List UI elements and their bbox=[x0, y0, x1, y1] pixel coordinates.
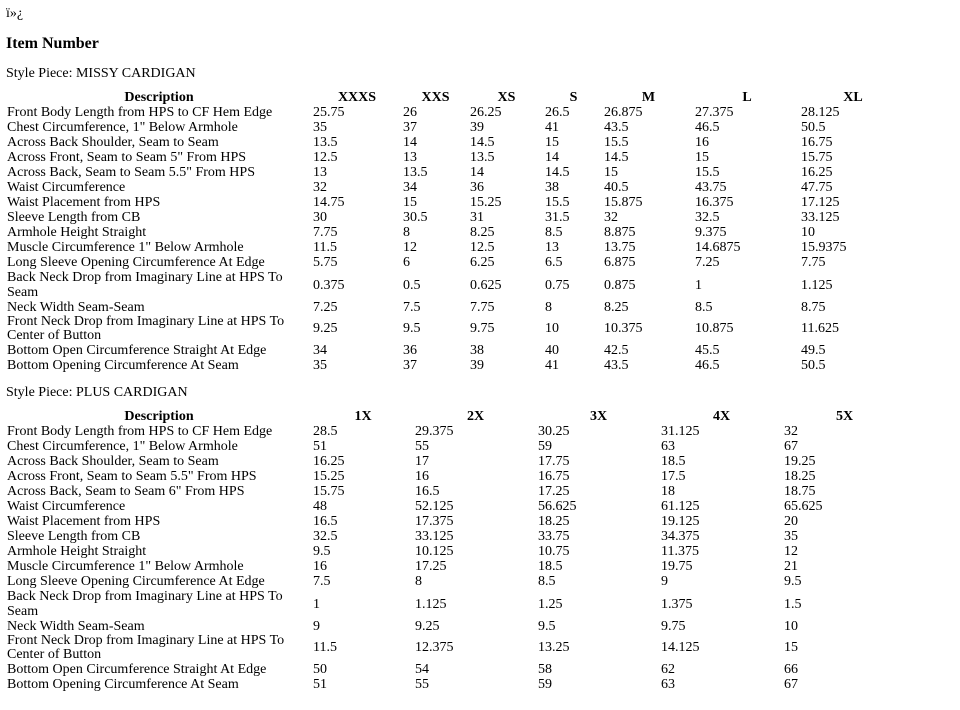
measurement-value: 6 bbox=[403, 255, 410, 270]
table-row bbox=[6, 195, 906, 210]
measurement-value: 11.5 bbox=[313, 240, 337, 255]
measurement-value: 32.5 bbox=[313, 529, 338, 544]
measurement-value: 43.5 bbox=[604, 120, 629, 135]
table-row bbox=[6, 469, 906, 484]
measurement-value: 49.5 bbox=[801, 343, 826, 358]
measurement-value: 8.5 bbox=[695, 300, 713, 315]
measurement-value: 14.5 bbox=[545, 165, 570, 180]
measurement-value: 16.75 bbox=[801, 135, 833, 150]
measurement-description: Waist Circumference bbox=[7, 499, 126, 514]
missy-section bbox=[6, 66, 954, 373]
measurement-value: 34 bbox=[313, 343, 327, 358]
measurement-value: 21 bbox=[784, 559, 798, 574]
measurement-value: 56.625 bbox=[538, 499, 577, 514]
table-row bbox=[6, 529, 906, 544]
measurement-value: 35 bbox=[313, 358, 327, 373]
table-row bbox=[6, 240, 906, 255]
measurement-value: 25.75 bbox=[313, 105, 345, 120]
measurement-value: 54 bbox=[415, 662, 429, 677]
measurement-description: Across Back Shoulder, Seam to Seam bbox=[7, 454, 219, 469]
measurement-value: 63 bbox=[661, 439, 675, 454]
measurement-value: 16.375 bbox=[695, 195, 734, 210]
column-header-description: Description bbox=[124, 90, 194, 105]
measurement-value: 13 bbox=[313, 165, 327, 180]
measurement-value: 14.75 bbox=[313, 195, 345, 210]
measurement-value: 42.5 bbox=[604, 343, 629, 358]
measurement-value: 13.25 bbox=[538, 640, 570, 655]
header-row bbox=[6, 90, 906, 105]
measurement-value: 8 bbox=[545, 300, 552, 315]
measurement-value: 7.25 bbox=[695, 255, 720, 270]
measurement-description: Armhole Height Straight bbox=[7, 544, 147, 559]
measurement-value: 14 bbox=[470, 165, 484, 180]
table-row bbox=[6, 255, 906, 270]
measurement-value: 41 bbox=[545, 358, 559, 373]
measurement-value: 55 bbox=[415, 677, 429, 692]
measurement-description: Armhole Height Straight bbox=[7, 225, 147, 240]
measurement-value: 5.75 bbox=[313, 255, 338, 270]
table-row bbox=[6, 180, 906, 195]
measurement-value: 9.5 bbox=[403, 321, 421, 336]
column-header-size: XL bbox=[843, 90, 863, 105]
measurement-value: 1.375 bbox=[661, 596, 693, 612]
measurement-value: 10.375 bbox=[604, 321, 643, 336]
column-header-size: 3X bbox=[589, 409, 608, 424]
measurement-description: Long Sleeve Opening Circumference At Edge bbox=[7, 574, 265, 589]
plus-section bbox=[6, 385, 954, 692]
measurement-value: 17.25 bbox=[538, 484, 570, 499]
measurement-value: 12.5 bbox=[470, 240, 495, 255]
measurement-value: 59 bbox=[538, 677, 552, 692]
measurement-value: 18.5 bbox=[661, 454, 686, 469]
measurement-value: 59 bbox=[538, 439, 552, 454]
measurement-value: 15 bbox=[695, 150, 709, 165]
measurement-value: 13.5 bbox=[403, 165, 428, 180]
measurement-value: 32 bbox=[784, 424, 798, 439]
measurement-value: 18.5 bbox=[538, 559, 563, 574]
measurement-value: 7.5 bbox=[313, 574, 331, 589]
measurement-value: 9.75 bbox=[661, 619, 686, 634]
measurement-description: Bottom Opening Circumference At Seam bbox=[7, 358, 239, 373]
measurement-value: 11.625 bbox=[801, 321, 839, 336]
measurement-value: 8.75 bbox=[801, 300, 826, 315]
measurement-value: 16.25 bbox=[801, 165, 833, 180]
table-row bbox=[6, 300, 906, 315]
measurement-value: 43.75 bbox=[695, 180, 727, 195]
measurement-value: 48 bbox=[313, 499, 327, 514]
measurement-description: Across Front, Seam to Seam 5.5" From HPS bbox=[7, 469, 257, 484]
measurement-value: 13 bbox=[545, 240, 559, 255]
measurement-value: 67 bbox=[784, 439, 798, 454]
measurement-value: 15.875 bbox=[604, 195, 643, 210]
measurement-value: 10.125 bbox=[415, 544, 454, 559]
column-header-size: 5X bbox=[835, 409, 854, 424]
table-row bbox=[6, 343, 906, 358]
style-piece-label: Style Piece: PLUS CARDIGAN bbox=[6, 385, 188, 400]
measurement-value: 1.25 bbox=[538, 596, 563, 612]
measurement-description: Neck Width Seam-Seam bbox=[7, 619, 145, 634]
measurement-value: 13.5 bbox=[313, 135, 338, 150]
measurement-description: Back Neck Drop from Imaginary Line at HPS To Seam bbox=[7, 270, 283, 300]
measurement-value: 17.375 bbox=[415, 514, 454, 529]
measurement-value: 1.125 bbox=[415, 596, 447, 612]
measurement-value: 12 bbox=[784, 544, 798, 559]
measurement-value: 16.75 bbox=[538, 469, 570, 484]
measurement-value: 15.5 bbox=[604, 135, 629, 150]
measurement-value: 8.25 bbox=[470, 225, 495, 240]
measurement-value: 0.375 bbox=[313, 277, 345, 293]
measurement-value: 9 bbox=[661, 574, 668, 589]
measurement-value: 27.375 bbox=[695, 105, 734, 120]
table-row bbox=[6, 210, 906, 225]
measurement-description: Bottom Opening Circumference At Seam bbox=[7, 677, 239, 692]
measurement-description: Across Back Shoulder, Seam to Seam bbox=[7, 135, 219, 150]
measurement-value: 13 bbox=[403, 150, 417, 165]
measurement-value: 47.75 bbox=[801, 180, 833, 195]
measurement-value: 20 bbox=[784, 514, 798, 529]
measurement-value: 1.125 bbox=[801, 277, 833, 293]
table-row bbox=[6, 662, 906, 677]
table-row bbox=[6, 225, 906, 240]
measurement-value: 7.5 bbox=[403, 300, 421, 315]
measurement-value: 16.5 bbox=[313, 514, 338, 529]
column-header-size: 4X bbox=[712, 409, 731, 424]
table-row bbox=[6, 150, 906, 165]
measurement-value: 11.375 bbox=[661, 544, 699, 559]
missy-size-table bbox=[6, 90, 906, 373]
measurement-value: 52.125 bbox=[415, 499, 454, 514]
measurement-value: 9.25 bbox=[313, 321, 338, 336]
measurement-value: 15.75 bbox=[313, 484, 345, 499]
table-row bbox=[6, 120, 906, 135]
measurement-value: 14.125 bbox=[661, 640, 700, 655]
measurement-value: 9.5 bbox=[538, 619, 556, 634]
column-header-size: S bbox=[569, 90, 578, 105]
measurement-value: 15 bbox=[784, 640, 798, 655]
measurement-value: 36 bbox=[470, 180, 484, 195]
measurement-value: 32 bbox=[313, 180, 327, 195]
measurement-value: 46.5 bbox=[695, 358, 720, 373]
measurement-value: 46.5 bbox=[695, 120, 720, 135]
measurement-value: 19.25 bbox=[784, 454, 816, 469]
measurement-value: 18 bbox=[661, 484, 675, 499]
measurement-value: 65.625 bbox=[784, 499, 823, 514]
measurement-value: 9.375 bbox=[695, 225, 727, 240]
measurement-value: 33.75 bbox=[538, 529, 570, 544]
measurement-value: 41 bbox=[545, 120, 559, 135]
measurement-value: 6.875 bbox=[604, 255, 636, 270]
measurement-description: Across Back, Seam to Seam 5.5" From HPS bbox=[7, 165, 255, 180]
measurement-description: Front Neck Drop from Imaginary Line at HPS To Center of Button bbox=[7, 314, 285, 343]
table-row bbox=[6, 589, 906, 619]
plus-size-table bbox=[6, 409, 906, 692]
table-row bbox=[6, 439, 906, 454]
table-row bbox=[6, 499, 906, 514]
measurement-description: Waist Placement from HPS bbox=[7, 195, 161, 210]
measurement-value: 15.9375 bbox=[801, 240, 847, 255]
table-row bbox=[6, 165, 906, 180]
measurement-value: 10 bbox=[784, 619, 798, 634]
measurement-value: 30.25 bbox=[538, 424, 570, 439]
measurement-value: 14.5 bbox=[604, 150, 629, 165]
measurement-value: 34.375 bbox=[661, 529, 700, 544]
measurement-value: 6.25 bbox=[470, 255, 495, 270]
measurement-value: 16.5 bbox=[415, 484, 440, 499]
measurement-description: Front Body Length from HPS to CF Hem Edge bbox=[7, 424, 273, 439]
measurement-description: Chest Circumference, 1" Below Armhole bbox=[7, 120, 238, 135]
table-row bbox=[6, 634, 906, 662]
measurement-value: 26.875 bbox=[604, 105, 643, 120]
measurement-value: 26.25 bbox=[470, 105, 502, 120]
measurement-value: 14 bbox=[545, 150, 559, 165]
measurement-value: 8 bbox=[403, 225, 410, 240]
measurement-description: Back Neck Drop from Imaginary Line at HPS To Seam bbox=[7, 589, 283, 619]
measurement-value: 62 bbox=[661, 662, 675, 677]
measurement-value: 17.5 bbox=[661, 469, 686, 484]
measurement-value: 61.125 bbox=[661, 499, 700, 514]
measurement-value: 10.75 bbox=[538, 544, 570, 559]
measurement-value: 40 bbox=[545, 343, 559, 358]
column-header-size: L bbox=[742, 90, 752, 105]
measurement-value: 19.125 bbox=[661, 514, 700, 529]
measurement-value: 0.875 bbox=[604, 277, 636, 293]
measurement-value: 51 bbox=[313, 677, 327, 692]
measurement-value: 50.5 bbox=[801, 120, 826, 135]
measurement-value: 58 bbox=[538, 662, 552, 677]
measurement-description: Front Neck Drop from Imaginary Line at HPS To Center of Button bbox=[7, 633, 285, 662]
measurement-value: 8.5 bbox=[545, 225, 563, 240]
measurement-value: 13.5 bbox=[470, 150, 495, 165]
measurement-value: 16 bbox=[695, 135, 709, 150]
measurement-description: Waist Placement from HPS bbox=[7, 514, 161, 529]
measurement-value: 12 bbox=[403, 240, 417, 255]
table-row bbox=[6, 559, 906, 574]
table-row bbox=[6, 315, 906, 343]
measurement-value: 31.125 bbox=[661, 424, 700, 439]
column-header-size: XXS bbox=[421, 90, 450, 105]
measurement-value: 37 bbox=[403, 120, 417, 135]
measurement-value: 10.875 bbox=[695, 321, 734, 336]
measurement-value: 19.75 bbox=[661, 559, 693, 574]
measurement-value: 13.75 bbox=[604, 240, 636, 255]
measurement-value: 6.5 bbox=[545, 255, 563, 270]
measurement-description: Bottom Open Circumference Straight At Edge bbox=[7, 662, 267, 677]
table-row bbox=[6, 105, 906, 120]
measurement-value: 7.75 bbox=[801, 255, 826, 270]
measurement-description: Sleeve Length from CB bbox=[7, 210, 141, 225]
column-header-size: 2X bbox=[466, 409, 485, 424]
table-row bbox=[6, 454, 906, 469]
column-header-description: Description bbox=[124, 409, 194, 424]
measurement-value: 17.125 bbox=[801, 195, 840, 210]
measurement-value: 15.5 bbox=[545, 195, 570, 210]
measurement-value: 1 bbox=[695, 277, 702, 293]
measurement-value: 43.5 bbox=[604, 358, 629, 373]
measurement-value: 33.125 bbox=[415, 529, 454, 544]
table-row bbox=[6, 544, 906, 559]
measurement-value: 55 bbox=[415, 439, 429, 454]
measurement-value: 63 bbox=[661, 677, 675, 692]
measurement-value: 0.5 bbox=[403, 277, 421, 293]
measurement-value: 15 bbox=[403, 195, 417, 210]
measurement-value: 14.5 bbox=[470, 135, 495, 150]
measurement-value: 30 bbox=[313, 210, 327, 225]
measurement-value: 8.875 bbox=[604, 225, 636, 240]
measurement-description: Front Body Length from HPS to CF Hem Edge bbox=[7, 105, 273, 120]
encoding-artifact: ï»¿ bbox=[6, 6, 24, 21]
measurement-value: 34 bbox=[403, 180, 417, 195]
measurement-value: 39 bbox=[470, 358, 484, 373]
measurement-description: Muscle Circumference 1" Below Armhole bbox=[7, 559, 244, 574]
measurement-value: 66 bbox=[784, 662, 798, 677]
measurement-value: 50 bbox=[313, 662, 327, 677]
table-row bbox=[6, 574, 906, 589]
measurement-value: 31.5 bbox=[545, 210, 570, 225]
column-header-size: 1X bbox=[354, 409, 372, 424]
measurement-value: 14 bbox=[403, 135, 417, 150]
measurement-value: 32.5 bbox=[695, 210, 720, 225]
measurement-value: 10 bbox=[801, 225, 815, 240]
measurement-value: 15.25 bbox=[470, 195, 502, 210]
measurement-value: 16.25 bbox=[313, 454, 345, 469]
measurement-value: 8.5 bbox=[538, 574, 556, 589]
measurement-value: 36 bbox=[403, 343, 417, 358]
measurement-value: 30.5 bbox=[403, 210, 428, 225]
measurement-value: 32 bbox=[604, 210, 618, 225]
measurement-value: 28.5 bbox=[313, 424, 338, 439]
measurement-value: 35 bbox=[784, 529, 798, 544]
measurement-value: 11.5 bbox=[313, 640, 337, 655]
measurement-value: 18.25 bbox=[538, 514, 570, 529]
measurement-value: 16 bbox=[415, 469, 429, 484]
measurement-description: Sleeve Length from CB bbox=[7, 529, 141, 544]
measurement-value: 50.5 bbox=[801, 358, 826, 373]
measurement-value: 28.125 bbox=[801, 105, 840, 120]
measurement-value: 17 bbox=[415, 454, 429, 469]
measurement-value: 38 bbox=[545, 180, 559, 195]
measurement-value: 15 bbox=[604, 165, 618, 180]
measurement-value: 12.5 bbox=[313, 150, 338, 165]
measurement-value: 1.5 bbox=[784, 596, 802, 612]
measurement-value: 7.75 bbox=[470, 300, 495, 315]
measurement-description: Across Front, Seam to Seam 5" From HPS bbox=[7, 150, 247, 165]
measurement-description: Muscle Circumference 1" Below Armhole bbox=[7, 240, 244, 255]
measurement-value: 9.25 bbox=[415, 619, 440, 634]
column-header-size: XS bbox=[497, 90, 516, 105]
measurement-value: 51 bbox=[313, 439, 327, 454]
measurement-value: 15 bbox=[545, 135, 559, 150]
measurement-value: 26.5 bbox=[545, 105, 570, 120]
measurement-value: 35 bbox=[313, 120, 327, 135]
table-row bbox=[6, 135, 906, 150]
measurement-value: 0.75 bbox=[545, 277, 570, 293]
measurement-value: 15.25 bbox=[313, 469, 345, 484]
measurement-value: 8 bbox=[415, 574, 422, 589]
measurement-description: Waist Circumference bbox=[7, 180, 126, 195]
measurement-description: Long Sleeve Opening Circumference At Edge bbox=[7, 255, 265, 270]
measurement-value: 9.5 bbox=[313, 544, 331, 559]
measurement-value: 9.75 bbox=[470, 321, 495, 336]
measurement-value: 10 bbox=[545, 321, 559, 336]
table-row bbox=[6, 424, 906, 439]
measurement-value: 29.375 bbox=[415, 424, 454, 439]
measurement-value: 9 bbox=[313, 619, 320, 634]
measurement-value: 17.25 bbox=[415, 559, 447, 574]
measurement-description: Bottom Open Circumference Straight At Edge bbox=[7, 343, 267, 358]
table-row bbox=[6, 619, 906, 634]
measurement-value: 33.125 bbox=[801, 210, 840, 225]
measurement-value: 9.5 bbox=[784, 574, 802, 589]
measurement-value: 15.5 bbox=[695, 165, 720, 180]
measurement-description: Across Back, Seam to Seam 6" From HPS bbox=[7, 484, 245, 499]
measurement-value: 15.75 bbox=[801, 150, 833, 165]
measurement-value: 8.25 bbox=[604, 300, 629, 315]
table-row bbox=[6, 358, 906, 373]
measurement-description: Chest Circumference, 1" Below Armhole bbox=[7, 439, 238, 454]
table-row bbox=[6, 484, 906, 499]
column-header-size: XXXS bbox=[337, 90, 377, 105]
measurement-value: 39 bbox=[470, 120, 484, 135]
measurement-value: 12.375 bbox=[415, 640, 454, 655]
measurement-description: Neck Width Seam-Seam bbox=[7, 300, 145, 315]
measurement-value: 16 bbox=[313, 559, 327, 574]
measurement-value: 18.25 bbox=[784, 469, 816, 484]
measurement-value: 31 bbox=[470, 210, 484, 225]
table-row bbox=[6, 270, 906, 300]
page-title: Item Number bbox=[6, 35, 99, 52]
measurement-value: 17.75 bbox=[538, 454, 570, 469]
measurement-value: 37 bbox=[403, 358, 417, 373]
header-row bbox=[6, 409, 906, 424]
table-row bbox=[6, 514, 906, 529]
measurement-value: 7.25 bbox=[313, 300, 338, 315]
column-header-size: M bbox=[641, 90, 656, 105]
table-row bbox=[6, 677, 906, 692]
measurement-value: 38 bbox=[470, 343, 484, 358]
measurement-value: 45.5 bbox=[695, 343, 720, 358]
measurement-value: 40.5 bbox=[604, 180, 629, 195]
measurement-value: 7.75 bbox=[313, 225, 338, 240]
measurement-value: 14.6875 bbox=[695, 240, 741, 255]
measurement-value: 18.75 bbox=[784, 484, 816, 499]
style-piece-label: Style Piece: MISSY CARDIGAN bbox=[6, 66, 196, 81]
measurement-value: 26 bbox=[403, 105, 417, 120]
measurement-value: 0.625 bbox=[470, 277, 502, 293]
measurement-value: 1 bbox=[313, 596, 320, 612]
measurement-value: 67 bbox=[784, 677, 798, 692]
